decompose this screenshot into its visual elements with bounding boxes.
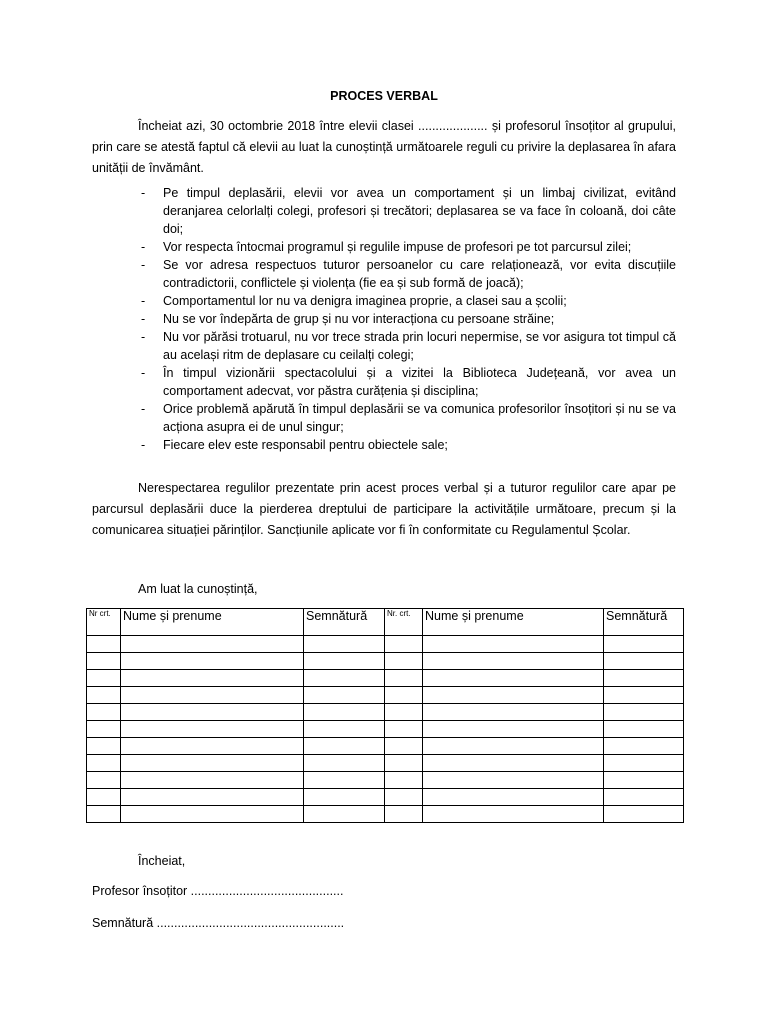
table-cell xyxy=(423,653,604,670)
rule-item xyxy=(92,364,676,400)
table-cell xyxy=(604,704,684,721)
consequences-paragraph: Nerespectarea regulilor prezentate prin acest proces verbal și a tuturor regulilor care apar pe parcursul deplasării duce la pierderea dreptului de participare la activitățile următoare, precum și la comunicarea situației părinților. Sancțiunile aplicate vor fi în conformitate cu Regulamentul Școlar. xyxy=(92,481,676,537)
table-cell xyxy=(304,806,385,823)
table-cell xyxy=(604,721,684,738)
rule-item xyxy=(92,292,676,310)
bullet-dash: - xyxy=(141,402,146,416)
table-cell xyxy=(121,687,304,704)
table-cell xyxy=(385,721,423,738)
table-cell xyxy=(604,772,684,789)
table-row xyxy=(87,636,684,653)
table-cell xyxy=(87,738,121,755)
table-cell xyxy=(304,789,385,806)
table-cell xyxy=(385,636,423,653)
table-cell xyxy=(304,721,385,738)
rule-text: Fiecare elev este responsabil pentru obiectele sale; xyxy=(163,438,448,452)
column-header-nr: Nr. crt. xyxy=(385,609,423,636)
table-cell xyxy=(121,670,304,687)
rule-item xyxy=(92,328,676,364)
concluded-label: Încheiat, xyxy=(138,854,186,868)
column-header-signature: Semnătură xyxy=(304,609,385,636)
table-cell xyxy=(87,636,121,653)
table-row xyxy=(87,789,684,806)
rule-item xyxy=(92,436,676,454)
bullet-dash: - xyxy=(141,240,146,254)
table-cell xyxy=(385,704,423,721)
bullet-dash: - xyxy=(141,438,146,452)
table-cell xyxy=(121,806,304,823)
table-body xyxy=(87,636,684,823)
table-cell xyxy=(423,670,604,687)
table-cell xyxy=(423,789,604,806)
table-cell xyxy=(423,738,604,755)
rule-text: Pe timpul deplasării, elevii vor avea un comportament și un limbaj civilizat, evitând deranjarea celorlalți colegi, profesori și trecători; deplasarea se va face în coloană, doi câte doi; xyxy=(163,186,676,236)
table-row xyxy=(87,704,684,721)
intro-paragraph: Încheiat azi, 30 octombrie 2018 între elevii clasei .................... și profesorul însoțitor al grupului, prin care se atestă faptul că elevii au luat la cunoștință următoarele reguli cu privire la deplasarea în afara unității de învământ. xyxy=(92,119,676,175)
table-cell xyxy=(423,636,604,653)
rule-text: Se vor adresa respectuos tuturor persoanelor cu care relaționează, vor evita discuțiile contradictorii, conflictele și violența (fie ea și sub formă de joacă); xyxy=(163,258,676,290)
rule-text: În timpul vizionării spectacolului și a vizitei la Biblioteca Județeană, vor avea un comportament adecvat, vor păstra curățenia și disciplina; xyxy=(163,366,676,398)
table-cell xyxy=(604,636,684,653)
table-cell xyxy=(604,670,684,687)
table-cell xyxy=(604,755,684,772)
table-cell xyxy=(87,789,121,806)
table-cell xyxy=(423,687,604,704)
table-cell xyxy=(604,789,684,806)
rule-item xyxy=(92,238,676,256)
table-cell xyxy=(304,687,385,704)
table-cell xyxy=(385,789,423,806)
table-cell xyxy=(87,721,121,738)
table-cell xyxy=(604,806,684,823)
table-cell xyxy=(604,653,684,670)
bullet-dash: - xyxy=(141,366,146,380)
signature-line: Semnătură ...................................................... xyxy=(92,916,345,930)
table-cell xyxy=(87,704,121,721)
table-cell xyxy=(304,755,385,772)
table-cell xyxy=(423,806,604,823)
column-header-name: Nume și prenume xyxy=(121,609,304,636)
table-cell xyxy=(304,738,385,755)
table-cell xyxy=(304,636,385,653)
bullet-dash: - xyxy=(141,330,146,344)
rule-text: Comportamentul lor nu va denigra imaginea proprie, a clasei sau a școlii; xyxy=(163,294,567,308)
table-header-row xyxy=(87,609,684,636)
table-cell xyxy=(304,772,385,789)
table-cell xyxy=(423,721,604,738)
table-cell xyxy=(121,721,304,738)
table-cell xyxy=(604,738,684,755)
table-cell xyxy=(385,755,423,772)
table-cell xyxy=(121,755,304,772)
table-cell xyxy=(423,772,604,789)
bullet-dash: - xyxy=(141,294,146,308)
acknowledged-label: Am luat la cunoștință, xyxy=(138,582,258,596)
table-cell xyxy=(121,636,304,653)
rule-text: Nu se vor îndepărta de grup și nu vor interacționa cu persoane străine; xyxy=(163,312,555,326)
table-row xyxy=(87,721,684,738)
table-cell xyxy=(385,772,423,789)
bullet-dash: - xyxy=(141,258,146,272)
table-cell xyxy=(121,789,304,806)
table-cell xyxy=(423,755,604,772)
bullet-dash: - xyxy=(141,312,146,326)
rule-item xyxy=(92,256,676,292)
table-cell xyxy=(304,670,385,687)
table-cell xyxy=(121,653,304,670)
table-cell xyxy=(304,704,385,721)
table-cell xyxy=(87,806,121,823)
table-cell xyxy=(604,687,684,704)
document-title: PROCES VERBAL xyxy=(330,89,438,103)
table-cell xyxy=(385,806,423,823)
table-cell xyxy=(87,670,121,687)
table-row xyxy=(87,653,684,670)
table-cell xyxy=(385,738,423,755)
rule-text: Nu vor părăsi trotuarul, nu vor trece strada prin locuri nepermise, se vor asigura tot timpul că au același ritm de deplasare cu ceilalți colegi; xyxy=(163,330,676,362)
teacher-signature-line: Profesor însoțitor ............................................ xyxy=(92,884,344,898)
table-row xyxy=(87,755,684,772)
table-cell xyxy=(87,653,121,670)
rule-text: Vor respecta întocmai programul și regulile impuse de profesori pe tot parcursul zilei; xyxy=(163,240,632,254)
table-cell xyxy=(87,687,121,704)
table-cell xyxy=(385,687,423,704)
table-cell xyxy=(385,653,423,670)
table-cell xyxy=(121,738,304,755)
table-row xyxy=(87,687,684,704)
column-header-nr: Nr crt. xyxy=(87,609,121,636)
signature-table xyxy=(86,608,684,823)
table-row xyxy=(87,670,684,687)
rules-list xyxy=(92,184,676,454)
table-cell xyxy=(423,704,604,721)
table-cell xyxy=(121,772,304,789)
column-header-name: Nume și prenume xyxy=(423,609,604,636)
rule-item xyxy=(92,184,676,238)
rule-item xyxy=(92,310,676,328)
table-cell xyxy=(87,755,121,772)
rule-item xyxy=(92,400,676,436)
table-cell xyxy=(121,704,304,721)
table-row xyxy=(87,738,684,755)
table-row xyxy=(87,772,684,789)
bullet-dash: - xyxy=(141,186,146,200)
rule-text: Orice problemă apărută în timpul deplasării se va comunica profesorilor însoțitori și nu se va acționa asupra ei de unul singur; xyxy=(163,402,676,434)
column-header-signature: Semnătură xyxy=(604,609,684,636)
table-cell xyxy=(385,670,423,687)
table-row xyxy=(87,806,684,823)
table-cell xyxy=(87,772,121,789)
table-cell xyxy=(304,653,385,670)
